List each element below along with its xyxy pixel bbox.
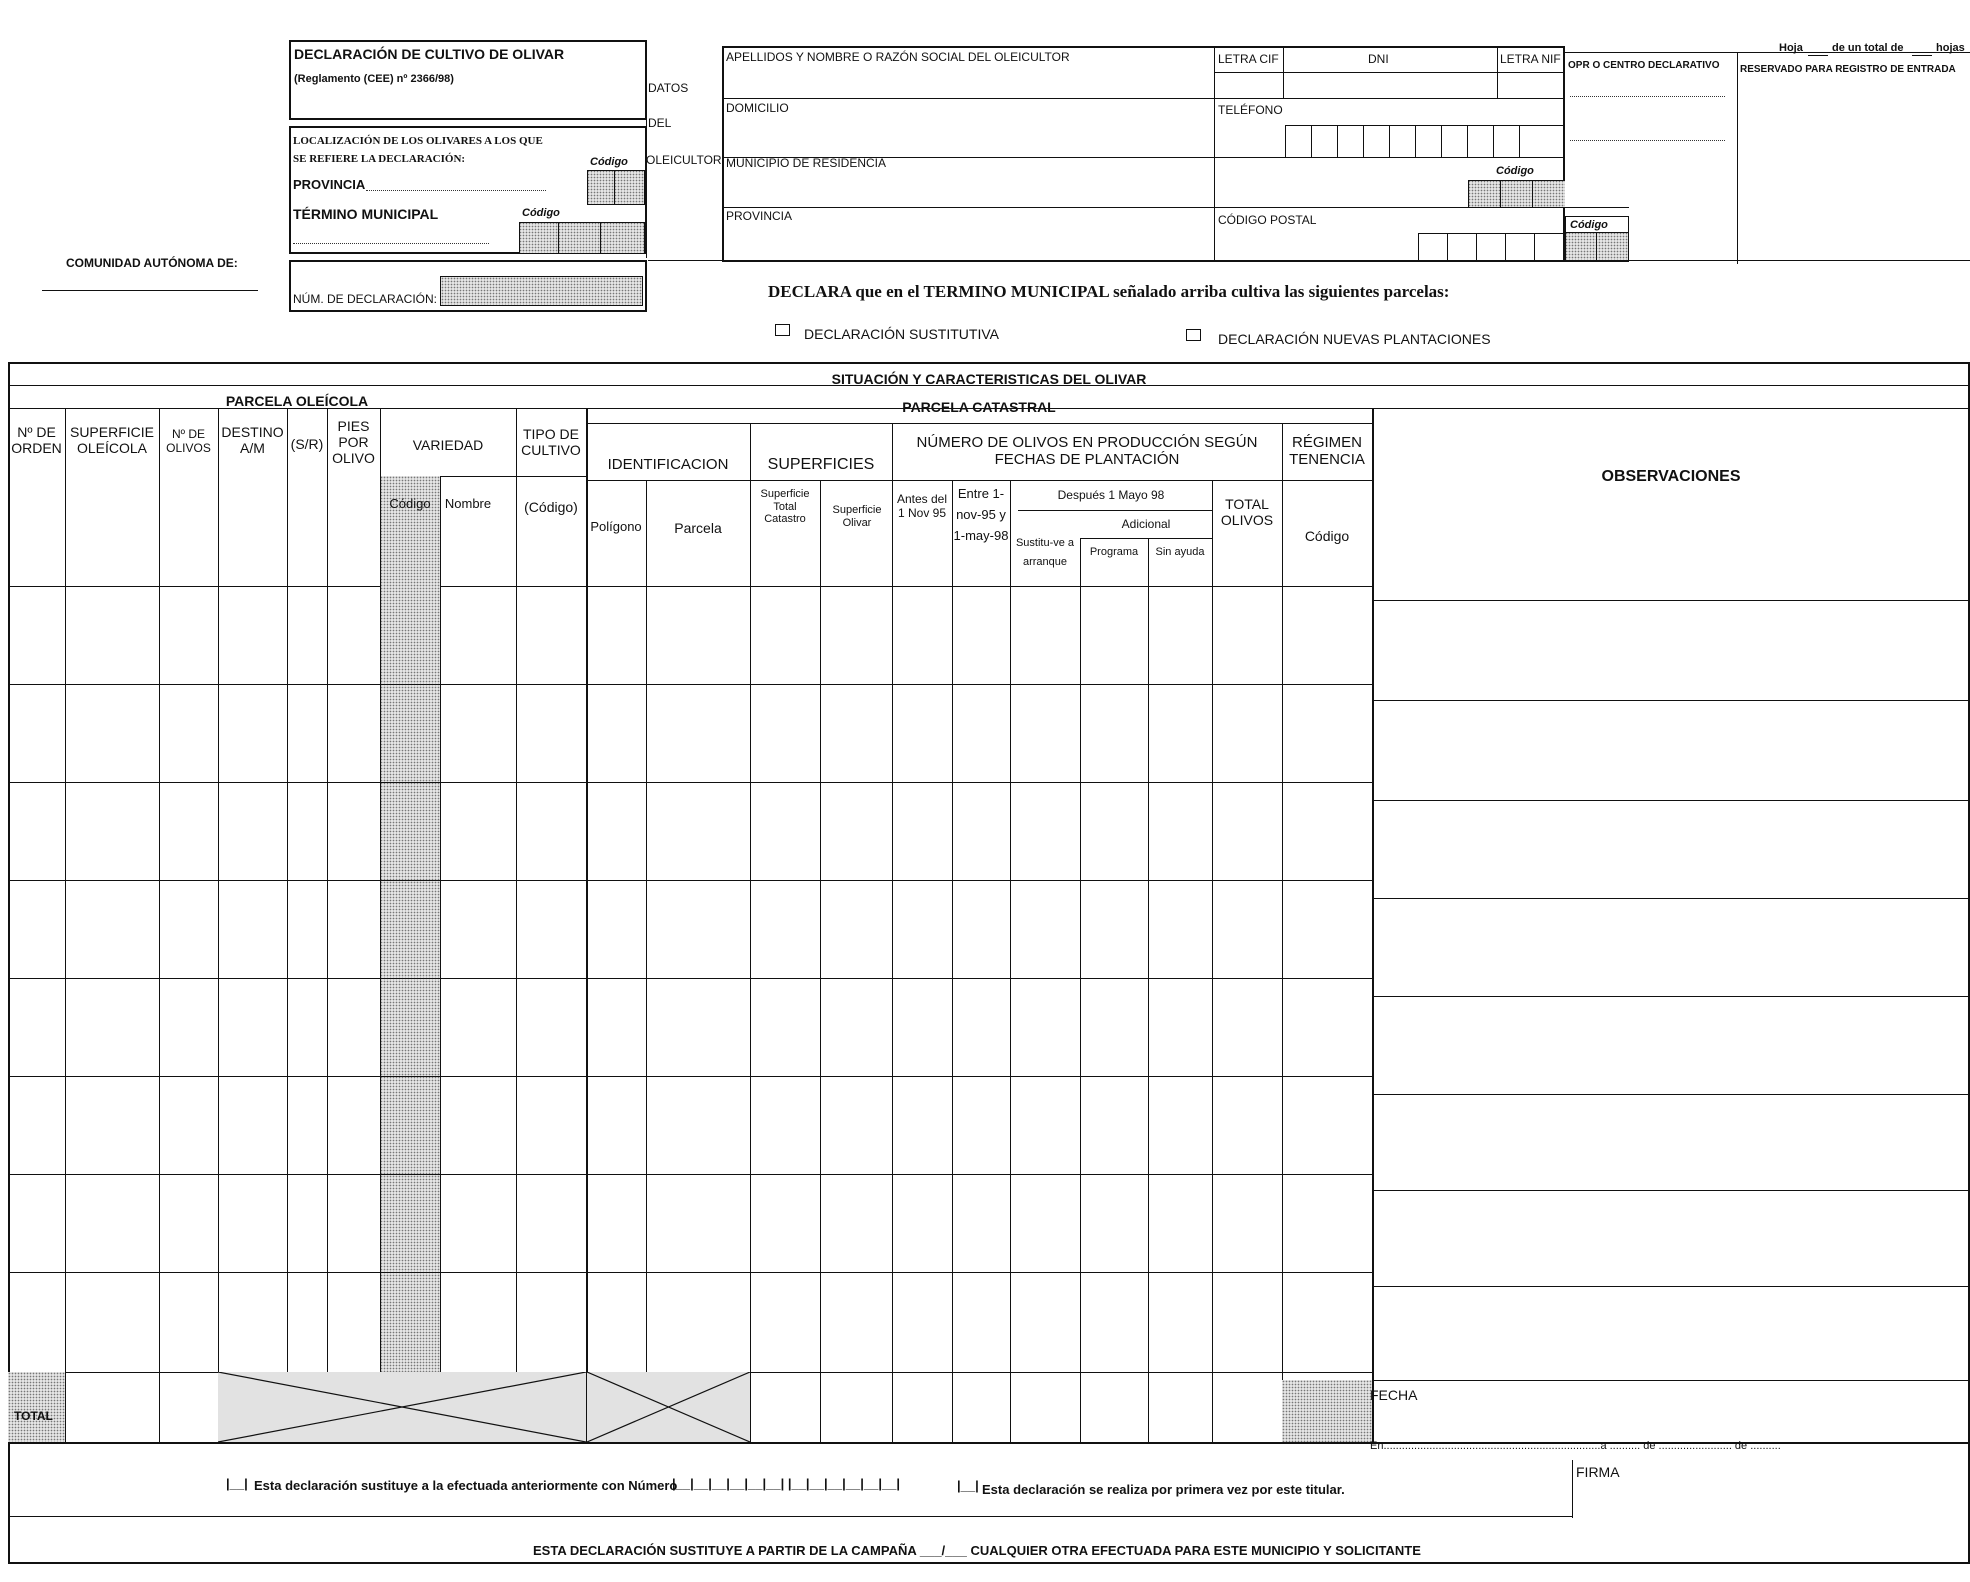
col-destino-header: DESTINO A/M xyxy=(221,424,284,457)
col-tipo-header: TIPO DE CULTIVO xyxy=(521,426,581,459)
sustituye-checkbox[interactable]: |__| xyxy=(226,1476,248,1491)
apellidos-label: APELLIDOS Y NOMBRE O RAZÓN SOCIAL DEL OLEICULTOR xyxy=(726,50,1070,64)
form-title: DECLARACIÓN DE CULTIVO DE OLIVAR xyxy=(294,46,565,62)
telefono-field[interactable] xyxy=(1285,125,1563,157)
col-sin-ayuda-header: Sin ayuda xyxy=(1155,546,1205,558)
domicilio-label: DOMICILIO xyxy=(726,101,789,115)
telefono-label: TELÉFONO xyxy=(1218,103,1283,117)
col-entre-header: Entre 1-nov-95 y 1-may-98 xyxy=(953,486,1009,543)
total-crossed-cell-oleicola xyxy=(218,1372,586,1442)
col-adicional-header: Adicional xyxy=(1121,517,1171,531)
domicilio-field[interactable] xyxy=(726,118,1208,154)
parcela-catastral-title: PARCELA CATASTRAL xyxy=(902,399,1056,415)
situacion-title: SITUACIÓN Y CARACTERISTICAS DEL OLIVAR xyxy=(831,371,1147,387)
col-numero-olivos-header: NÚMERO DE OLIVOS EN PRODUCCIÓN SEGÚN FECHAS DE PLANTACIÓN xyxy=(916,434,1258,469)
nuevas-checkbox[interactable] xyxy=(1186,329,1201,341)
de-un-total-label: de un total de xyxy=(1832,42,1904,54)
localizacion-line1: LOCALIZACIÓN DE LOS OLIVARES A LOS QUE xyxy=(293,135,543,147)
total-olivos-counts[interactable] xyxy=(750,1372,1282,1442)
num-declaracion-label: NÚM. DE DECLARACIÓN: xyxy=(293,292,438,306)
col-sustitu-header: Sustitu-ve a arranque xyxy=(1015,537,1075,569)
col-sup-olivar-header: Superficie Olivar xyxy=(832,504,882,529)
nuevas-label: DECLARACIÓN NUEVAS PLANTACIONES xyxy=(1218,331,1491,347)
num-declaracion-field[interactable] xyxy=(440,276,643,306)
col-pies-header: PIES POR OLIVO xyxy=(332,418,375,467)
col-identificacion-header: IDENTIFICACION xyxy=(607,456,729,473)
registro-entrada-field[interactable] xyxy=(1740,80,1965,260)
codigo-postal-label: CÓDIGO POSTAL xyxy=(1218,213,1317,227)
firma-field[interactable] xyxy=(1576,1482,1966,1552)
provincia2-field[interactable] xyxy=(726,224,1208,258)
col-tipo-codigo: (Código) xyxy=(524,499,578,515)
table-row[interactable] xyxy=(8,1174,1970,1272)
total-crossed-cell-identificacion xyxy=(587,1372,750,1442)
table-row[interactable] xyxy=(8,586,1970,684)
dni-field[interactable] xyxy=(1285,74,1495,96)
primera-checkbox[interactable]: |__| xyxy=(957,1478,979,1493)
table-row[interactable] xyxy=(8,684,1970,782)
table-row[interactable] xyxy=(8,782,1970,880)
table-row[interactable] xyxy=(8,880,1970,978)
fecha-line[interactable]: En.......................................................................a .......... de ........................ de .......... xyxy=(1370,1440,1781,1452)
letra-nif-label: LETRA NIF xyxy=(1500,52,1561,66)
termino-label: TÉRMINO MUNICIPAL xyxy=(293,206,439,222)
municipio-label: MUNICIPIO DE RESIDENCIA xyxy=(726,156,887,170)
municipio-code-boxes[interactable] xyxy=(1468,180,1565,207)
opr-field-1[interactable] xyxy=(1570,96,1725,97)
observaciones-header: OBSERVACIONES xyxy=(1601,468,1741,485)
datos-label-1: DATOS xyxy=(648,81,689,95)
hoja-label: Hoja xyxy=(1779,42,1803,54)
total-regimen-shade xyxy=(1282,1380,1372,1442)
codigo-label-provincia: Código xyxy=(590,156,628,168)
col-regimen-codigo: Código xyxy=(1304,528,1350,544)
hojas-label: hojas xyxy=(1936,42,1965,54)
letra-cif-field[interactable] xyxy=(1216,74,1282,96)
codigo-postal-field[interactable] xyxy=(1418,234,1563,260)
provincia-label: PROVINCIA xyxy=(293,177,366,192)
opr-label: OPR O CENTRO DECLARATIVO xyxy=(1568,60,1720,71)
reservado-label: RESERVADO PARA REGISTRO DE ENTRADA xyxy=(1740,64,1956,75)
col-sup-total-header: Superficie Total Catastro xyxy=(760,488,810,526)
col-regimen-header: RÉGIMEN TENENCIA xyxy=(1289,434,1365,469)
fecha-label: FECHA xyxy=(1370,1387,1418,1403)
comunidad-field[interactable] xyxy=(42,290,258,291)
total-olivos-field[interactable] xyxy=(159,1372,218,1442)
col-programa-header: Programa xyxy=(1089,546,1139,558)
firma-label: FIRMA xyxy=(1576,1464,1620,1480)
opr-field-2[interactable] xyxy=(1570,140,1725,141)
datos-label-3: OLEICULTOR xyxy=(646,153,722,167)
total-label: TOTAL xyxy=(14,1409,53,1423)
col-despues-header: Después 1 Mayo 98 xyxy=(1057,488,1165,502)
declara-text: DECLARA que en el TERMINO MUNICIPAL señalado arriba cultiva las siguientes parcelas: xyxy=(768,282,1450,301)
provincia-field[interactable] xyxy=(366,190,546,191)
regulation: (Reglamento (CEE) nº 2366/98) xyxy=(294,73,454,85)
col-sr-header: (S/R) xyxy=(290,436,324,452)
primera-text: Esta declaración se realiza por primera vez por este titular. xyxy=(982,1482,1345,1497)
numero-boxes[interactable]: |__|__|__|__|__|__| |__|__|__|__|__|__| xyxy=(672,1476,901,1491)
codigo-label-provincia2: Código xyxy=(1570,219,1608,231)
col-antes-header: Antes del 1 Nov 95 xyxy=(896,492,948,520)
sustituye-text: Esta declaración sustituye a la efectuada anteriormente con Número xyxy=(254,1478,678,1493)
col-variedad-header: VARIEDAD xyxy=(412,437,484,453)
dni-label: DNI xyxy=(1368,52,1389,66)
sustitutiva-label: DECLARACIÓN SUSTITUTIVA xyxy=(804,326,999,342)
col-var-nombre-header: Nombre xyxy=(444,496,492,511)
col-total-olivos-header: TOTAL OLIVOS xyxy=(1220,496,1274,529)
provincia2-label: PROVINCIA xyxy=(726,209,793,223)
campana-text: ESTA DECLARACIÓN SUSTITUYE A PARTIR DE LA CAMPAÑA ___/___ CUALQUIER OTRA EFECTUADA PARA ESTE MUNICIPIO Y SOLICITANTE xyxy=(533,1543,1421,1558)
comunidad-label: COMUNIDAD AUTÓNOMA DE: xyxy=(66,256,238,270)
codigo-label-municipio: Código xyxy=(1496,165,1534,177)
sustitutiva-checkbox[interactable] xyxy=(775,324,790,336)
total-superficie-field[interactable] xyxy=(65,1372,159,1442)
letra-cif-label: LETRA CIF xyxy=(1218,52,1279,66)
col-olivos-header: Nº DE OLIVOS xyxy=(166,427,211,455)
col-var-codigo-header: Código xyxy=(389,496,431,511)
col-parcela-header: Parcela xyxy=(674,520,722,536)
termino-field[interactable] xyxy=(293,243,489,244)
localizacion-line2: SE REFIERE LA DECLARACIÓN: xyxy=(293,153,466,165)
col-poligono-header: Polígono xyxy=(590,519,642,534)
municipio-field[interactable] xyxy=(726,172,1462,204)
parcela-oleicola-title: PARCELA OLEÍCOLA xyxy=(225,393,369,409)
table-row[interactable] xyxy=(8,1076,1970,1174)
table-row[interactable] xyxy=(8,1272,1970,1372)
col-superficie-header: SUPERFICIE OLEÍCOLA xyxy=(69,424,154,457)
codigo-label-termino: Código xyxy=(522,207,560,219)
datos-label-2: DEL xyxy=(648,116,672,130)
col-orden-header: Nº DE ORDEN xyxy=(11,424,62,457)
table-row[interactable] xyxy=(8,978,1970,1076)
total-label-cell xyxy=(8,1372,65,1442)
apellidos-field[interactable] xyxy=(726,66,1208,94)
col-superficies-header: SUPERFICIES xyxy=(767,456,875,473)
letra-nif-field[interactable] xyxy=(1499,74,1563,96)
